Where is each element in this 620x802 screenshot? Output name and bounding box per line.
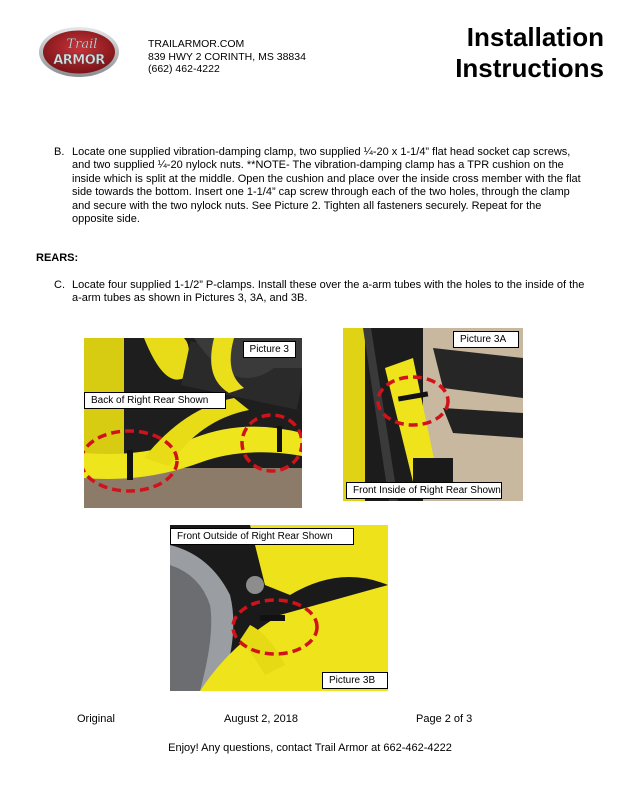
footer-contact: Enjoy! Any questions, contact Trail Armor at 662-462-4222 bbox=[168, 742, 452, 754]
step-letter: C. bbox=[54, 279, 65, 291]
svg-text:Trail: Trail bbox=[66, 37, 98, 52]
footer-date: August 2, 2018 bbox=[224, 713, 299, 725]
company-info bbox=[148, 38, 306, 76]
footer-revision: Original bbox=[77, 713, 115, 725]
page-title bbox=[455, 22, 604, 84]
step-letter: B. bbox=[54, 146, 65, 158]
step-c bbox=[54, 279, 586, 306]
picture-3a bbox=[343, 328, 523, 501]
picture-3a-photo bbox=[343, 328, 523, 501]
picture-3 bbox=[84, 338, 302, 508]
picture-3b bbox=[170, 525, 388, 691]
picture-label: Picture 3B bbox=[322, 672, 388, 689]
company-website: TRAILARMOR.COM bbox=[148, 38, 245, 50]
svg-text:ARMOR: ARMOR bbox=[53, 53, 105, 68]
step-text: Locate four supplied 1-1/2” P-clamps. Install these over the a-arm tubes with the holes to the inside of the a-arm tubes as shown in Pictures 3, 3A, and 3B. bbox=[72, 279, 585, 305]
picture-3-photo bbox=[84, 338, 302, 508]
footer-page-number: Page 2 of 3 bbox=[416, 713, 473, 725]
trail-armor-logo bbox=[38, 26, 120, 78]
picture-caption: Front Inside of Right Rear Shown bbox=[346, 482, 502, 499]
picture-label: Picture 3 bbox=[243, 341, 296, 358]
step-text: Locate one supplied vibration-damping clamp, two supplied ¼-20 x 1-1/4” flat head socket cap screws, and two supplied ¼-20 nylock nuts. **NOTE- The vibration-damping clamp has a TPR cushion on the inside which is split at the middle. Open the cushion and place over the inside cross member with the flat side towards the bottom. Insert one 1-1/4” cap screw through each of the two holes, through the clamp and secure with the two nylock nuts. See Picture 2. Tighten all fasteners securely. Repeat for the opposite side. bbox=[72, 146, 581, 226]
company-address: 839 HWY 2 CORINTH, MS 38834 bbox=[148, 50, 306, 63]
picture-label: Picture 3A bbox=[453, 331, 519, 348]
title-line-2: Instructions bbox=[455, 53, 604, 83]
step-b bbox=[54, 146, 586, 226]
title-line-1: Installation bbox=[466, 22, 604, 52]
section-heading-rears: REARS: bbox=[36, 252, 79, 264]
picture-caption: Back of Right Rear Shown bbox=[84, 392, 226, 409]
company-phone: (662) 462-4222 bbox=[148, 63, 220, 75]
picture-3b-photo bbox=[170, 525, 388, 691]
picture-caption: Front Outside of Right Rear Shown bbox=[170, 528, 354, 545]
